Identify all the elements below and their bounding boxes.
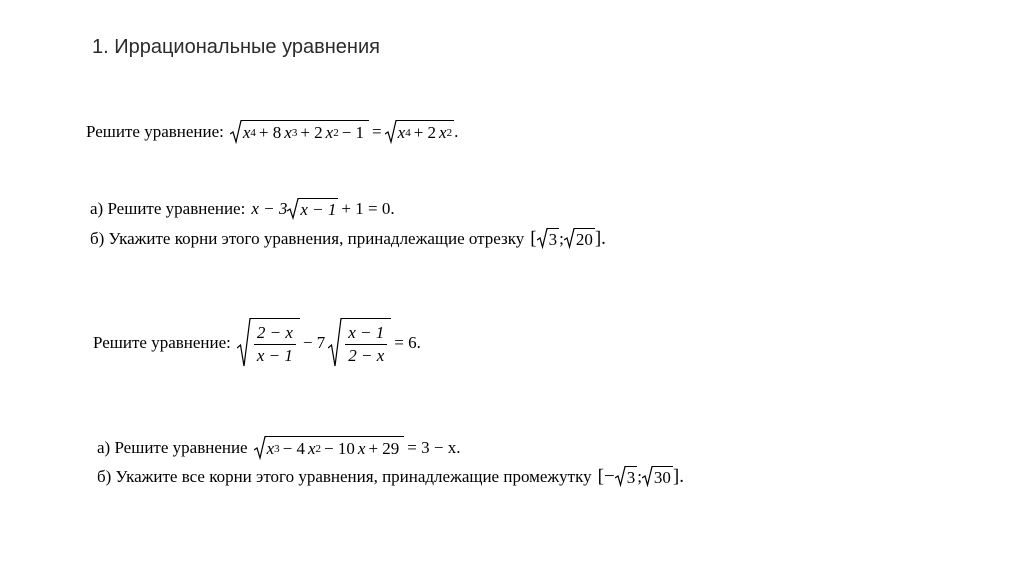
separator: ; [559,229,564,248]
problem-3 [93,318,424,368]
radical-sign-icon [237,318,251,368]
coefficient: − 7 [302,333,326,352]
radical-fraction-2 [328,318,391,368]
radical [642,466,673,488]
radicand: 3 [626,468,636,487]
rhs: = 6. [394,333,421,352]
denominator: x − 1 [256,345,293,365]
radical-sign-icon [385,120,397,144]
problem-4a [97,436,463,460]
radicand: 3 [548,230,558,249]
problem-2a-label: а) Решите уравнение: [90,199,246,218]
radical-sign-icon [230,120,242,144]
problem-2a [90,198,398,220]
var-x: x [266,439,275,458]
term: + 8 [258,123,282,142]
radical: x 3 − 4 x 2 − 10 x + 29 [254,436,405,460]
var-x: x [397,123,406,142]
numerator: 2 − x [254,323,296,345]
var-x: x [439,123,447,142]
numerator: x − 1 [345,323,387,345]
open-bracket: [ [530,228,537,249]
var-x: x [242,123,251,142]
problem-2b-label: б) Укажите корни этого уравнения, принадлежащие отрезку [90,229,525,248]
expr-pre: x − 3 [251,199,288,218]
radical-sign-icon [642,466,653,488]
radical-sign-icon [328,318,342,368]
equals-sign: = [372,122,382,141]
fraction [252,323,298,366]
problem-2b [90,228,606,250]
term: − 1 [341,123,365,142]
term: + 2 [300,123,323,142]
slide-title: 1. Иррациональные уравнения [92,36,380,58]
fraction [343,323,389,366]
radical-rhs: x 4 + 2 x 2 [385,120,454,144]
problem-3-label: Решите уравнение: [93,333,231,352]
denominator: 2 − x [348,345,385,365]
var-x: x [284,123,292,142]
radical [537,228,560,250]
term: + 2 [413,123,437,142]
radical [564,228,595,250]
expr-post: + 1 = 0. [341,199,395,218]
radical [287,198,338,220]
radical-lhs: x 4 + 8 x 3 + 2 x 2 − 1 [230,120,369,144]
radical-sign-icon [254,436,266,460]
open-bracket: [− [597,466,615,487]
close-bracket: ]. [594,228,606,249]
separator: ; [637,467,642,486]
close-bracket: ]. [672,466,684,487]
radical [615,466,638,488]
problem-4b [97,466,684,488]
radical-fraction-1 [237,318,300,368]
var-x: x [308,439,316,458]
var-x: x [357,439,366,458]
radicand: x − 1 [300,200,337,219]
radical-sign-icon [287,198,299,220]
problem-1 [86,120,458,144]
radical-sign-icon [537,228,548,250]
radical-sign-icon [615,466,626,488]
problem-4b-label: б) Укажите все корни этого уравнения, принадлежащие промежутку [97,467,592,486]
term: + 29 [368,439,400,458]
problem-4a-label: а) Решите уравнение [97,438,248,457]
rhs: = 3 − x. [407,438,461,457]
var-x: x [325,123,334,142]
period: . [454,122,459,141]
term: − 10 [324,439,355,458]
term: − 4 [282,439,305,458]
problem-1-label: Решите уравнение: [86,122,224,141]
radicand: 20 [575,230,593,249]
radical-sign-icon [564,228,575,250]
radicand: 30 [653,468,671,487]
